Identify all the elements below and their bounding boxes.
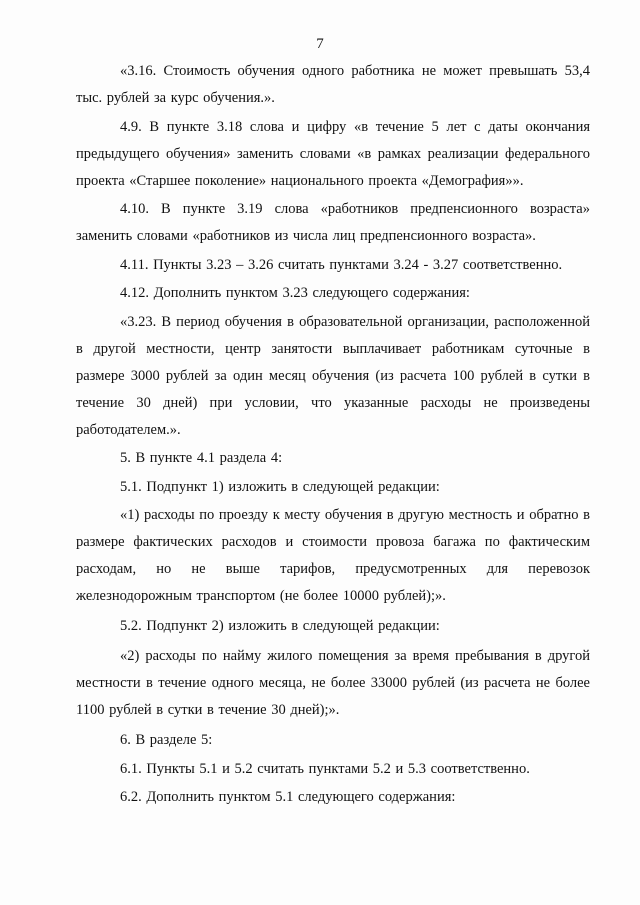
- document-body: [76, 58, 590, 813]
- paragraph-6-2: 6.2. Дополнить пунктом 5.1 следующего содержания:: [120, 789, 456, 805]
- paragraph-3-23: «3.23. В период обучения в образовательной организации, расположенной в другой местности, центр занятости выплачивает работникам суточные в размере 3000 рублей за один месяц обучения (из расчета 100 рублей в сутки в течение 30 дней) при условии, что указанные расходы не произведены работодателем.».: [76, 313, 590, 438]
- paragraph-5: 5. В пункте 4.1 раздела 4:: [120, 450, 283, 466]
- paragraph-4-9: 4.9. В пункте 3.18 слова и цифру «в течение 5 лет с даты окончания предыдущего обучения» заменить словами «в рамках реализации федерального проекта «Старшее поколение» национального проекта «Демография»».: [76, 118, 590, 189]
- paragraph-4-10: 4.10. В пункте 3.19 слова «работников предпенсионного возраста» заменить словами «работников из числа лиц предпенсионного возраста».: [76, 201, 590, 244]
- page-number: 7: [316, 36, 324, 52]
- paragraph-subitem-1: «1) расходы по проезду к месту обучения в другую местность и обратно в размере фактических расходов и стоимости провоза багажа по фактическим расходам, но не выше тарифов, предусмотренных для перевозок железнодорожным транспортом (не более 10000 рублей);».: [76, 507, 590, 604]
- paragraph-4-11: 4.11. Пункты 3.23 – 3.26 считать пунктами 3.24 - 3.27 соответственно.: [120, 256, 563, 273]
- paragraph-6: 6. В разделе 5:: [120, 732, 213, 748]
- paragraph-subitem-2: «2) расходы по найму жилого помещения за время пребывания в другой местности в течение одного месяца, не более 33000 рублей (из расчета не более 1100 рублей в сутки в течение 30 дней);».: [76, 648, 590, 718]
- paragraph-5-2: 5.2. Подпункт 2) изложить в следующей редакции:: [120, 618, 440, 634]
- paragraph-6-1: 6.1. Пункты 5.1 и 5.2 считать пунктами 5.2 и 5.3 соответственно.: [120, 760, 530, 777]
- paragraph-4-12: 4.12. Дополнить пунктом 3.23 следующего содержания:: [120, 285, 470, 301]
- paragraph-5-1: 5.1. Подпункт 1) изложить в следующей редакции:: [120, 478, 440, 495]
- paragraph-3-16: «3.16. Стоимость обучения одного работника не может превышать 53,4 тыс. рублей за курс обучения.».: [76, 63, 590, 106]
